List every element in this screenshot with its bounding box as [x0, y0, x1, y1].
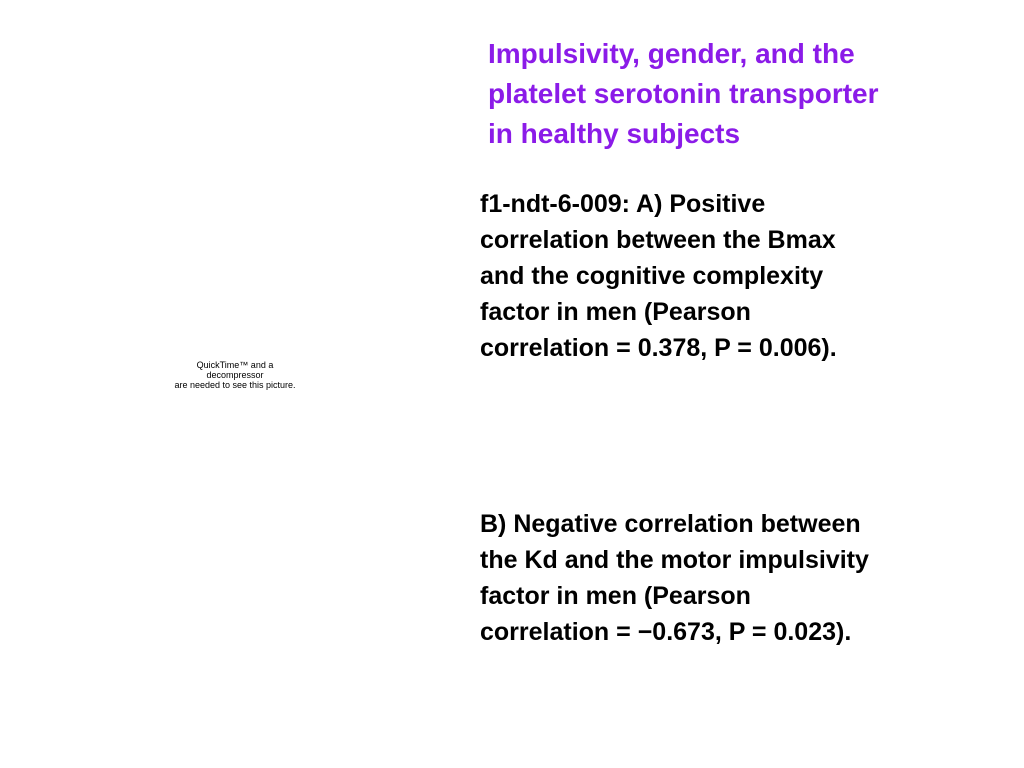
- caption-part-b: B) Negative correlation between the Kd and the motor impulsivity factor in men (Pearson correlation = −0.673, P = 0.023).: [480, 510, 869, 646]
- missing-image-placeholder: QuickTime™ and a decompressor are needed to see this picture.: [174, 360, 296, 390]
- slide-title: Impulsivity, gender, and the platelet serotonin transporter in healthy subjects: [488, 38, 879, 149]
- caption-part-a: f1-ndt-6-009: A) Positive correlation between the Bmax and the cognitive complexity factor in men (Pearson correlation = 0.378, P = 0.006).: [480, 190, 837, 362]
